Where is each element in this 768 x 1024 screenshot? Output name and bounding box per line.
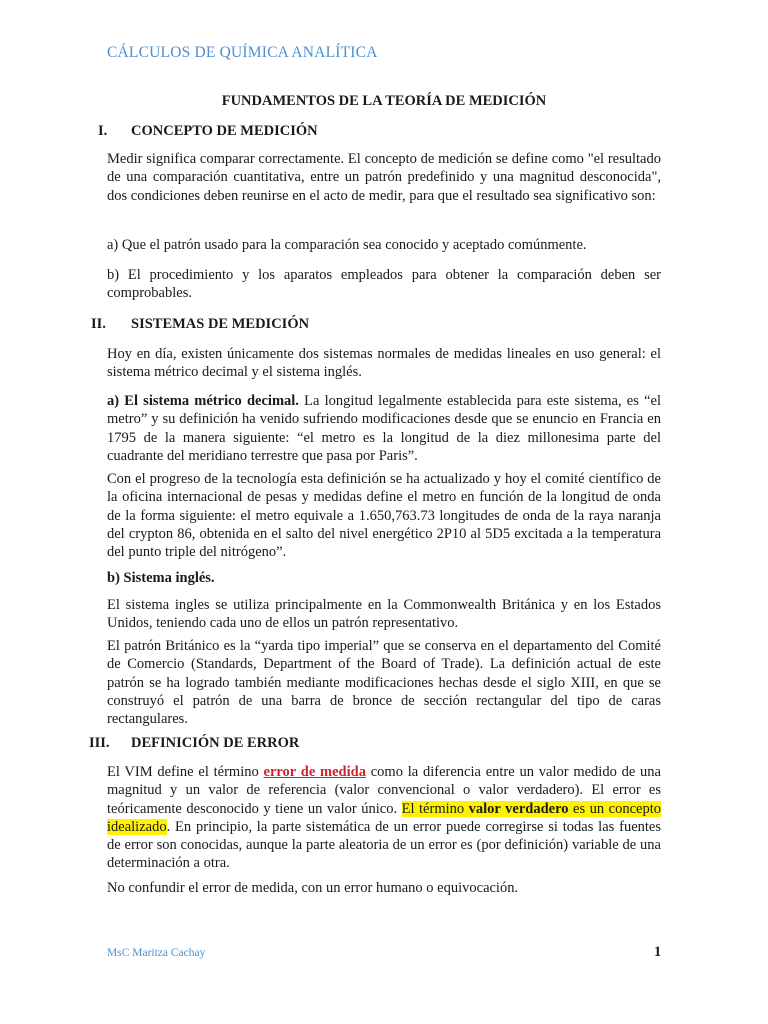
section-heading-3 xyxy=(89,735,649,755)
section-number: II. xyxy=(91,316,106,332)
term-error-de-medida: error de medida xyxy=(263,764,366,780)
paragraph: El sistema ingles se utiliza principalmente en la Commonwealth Británica y en los Estados Unidos, teniendo cada uno de ellos un patrón representativo. xyxy=(107,597,661,632)
footer-author: MsC Maritza Cachay xyxy=(107,947,206,959)
section-heading-1 xyxy=(98,123,658,143)
highlighted-text-part: es un concepto idealizado xyxy=(107,800,661,835)
paragraph-metric-system xyxy=(107,392,661,465)
paragraph-error-definition xyxy=(107,763,661,873)
paragraph: No confundir el error de medida, con un error humano o equivocación. xyxy=(107,880,519,896)
paragraph-text: La longitud legalmente establecida para este sistema, es “el metro” y su definición ha venido sufriendo modificaciones desde que se enuncio en Francia en 1795 de la manera siguiente: “el metro es la longitud de la diez millonesima parte del cuadrante del meridiano terrestre que pasa por Paris”. xyxy=(107,393,661,464)
section-heading-2 xyxy=(91,316,651,336)
paragraph: b) El procedimiento y los aparatos empleados para obtener la comparación deben ser comprobables. xyxy=(107,267,661,302)
term-valor-verdadero: valor verdadero xyxy=(468,800,569,817)
section-title: DEFINICIÓN DE ERROR xyxy=(131,735,300,751)
paragraph-text: . En principio, la parte sistemática de un error puede corregirse si todas las fuentes de error son conocidas, aunque la parte aleatoria de un error es (por definición) variable de una determinación a otra. xyxy=(107,818,661,872)
paragraph: Con el progreso de la tecnología esta definición se ha actualizado y hoy el comité científico de la oficina internacional de pesas y medidas define el metro en función de la longitud de onda de la forma siguiente: el metro equivale a 1.650,763.73 longitudes de onda de la raya naranja del crypton 86, obtenida en el salto del nivel energético 2P10 al 5D5 excitada a la temperatura del punto triple del nitrógeno”. xyxy=(107,471,661,561)
page-number: 1 xyxy=(654,944,662,960)
section-number: III. xyxy=(89,735,110,751)
paragraph: a) Que el patrón usado para la comparación sea conocido y aceptado comúnmente. xyxy=(107,237,587,253)
subheading-metric: a) El sistema métrico decimal. xyxy=(107,393,299,409)
paragraph-text: El VIM define el término xyxy=(107,764,264,780)
section-title: CONCEPTO DE MEDICIÓN xyxy=(131,123,318,139)
paragraph: El patrón Británico es la “yarda tipo imperial” que se conserva en el departamento del Comité de Comercio (Standards, Department of the Board of Trade). La definición actual de este patrón se ha logrado también mediante modificaciones hechas desde el siglo XIII, en que se construyó el patrón de una barra de bronce de sección rectangular del tipo de caras rectangulares. xyxy=(107,638,661,728)
paragraph: Hoy en día, existen únicamente dos sistemas normales de medidas lineales en uso general: el sistema métrico decimal y el sistema inglés. xyxy=(107,346,661,381)
section-number: I. xyxy=(98,123,108,139)
highlighted-text-part: El término xyxy=(401,800,469,817)
paragraph: Medir significa comparar correctamente. El concepto de medición se define como "el resultado de una comparación cuantitativa, entre un patrón predefinido y una magnitud desconocida", dos condiciones deben reunirse en el acto de medir, para que el resultado sea significativo son: xyxy=(107,151,661,204)
running-header: CÁLCULOS DE QUÍMICA ANALÍTICA xyxy=(107,44,378,61)
paragraph-english-system-heading xyxy=(107,569,661,587)
document-title: FUNDAMENTOS DE LA TEORÍA DE MEDICIÓN xyxy=(221,93,547,109)
subheading-english: b) Sistema inglés. xyxy=(107,570,215,586)
paragraph-text: como la diferencia entre un valor medido de una magnitud y un valor de referencia (valor convencional o valor verdadero). El error es teóricamente desconocido y tiene un valor único. xyxy=(107,764,661,817)
section-title: SISTEMAS DE MEDICIÓN xyxy=(131,316,310,332)
